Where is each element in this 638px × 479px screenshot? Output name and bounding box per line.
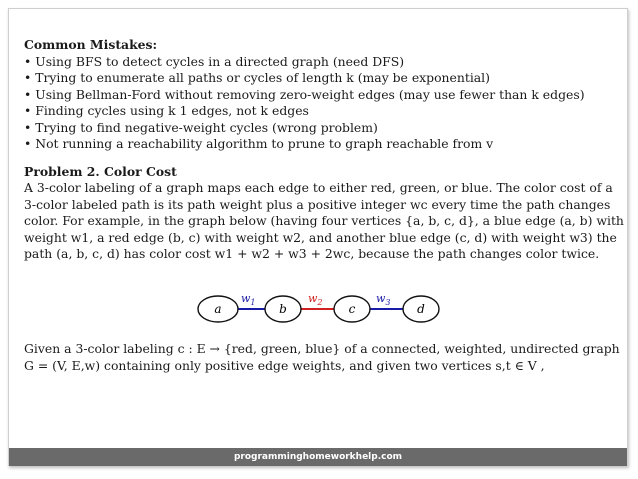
color-graph — [190, 289, 448, 331]
given-line: G = (V, E,w) containing only positive edge weights, and given two vertices s,t ∈ V , — [24, 357, 545, 373]
edge-label-bc-main: w — [308, 292, 318, 305]
node-label-c: c — [348, 302, 356, 316]
edge-label-ab — [241, 292, 256, 307]
problem-line: path (a, b, c, d) has color cost w1 + w2 + w3 + 2wc, because the path changes color twice. — [24, 246, 600, 261]
mistakes-heading: Common Mistakes: — [24, 37, 158, 52]
mistake-item: • Finding cycles using k 1 edges, not k edges — [24, 103, 309, 118]
problem-line: A 3-color labeling of a graph maps each edge to either red, green, or blue. The color cost of a — [24, 180, 613, 195]
given-paragraph — [24, 341, 624, 374]
given-line: Given a 3-color labeling c : E → {red, green, blue} of a connected, weighted, undirected graph — [24, 341, 620, 356]
problem-heading: Problem 2. Color Cost — [24, 163, 177, 179]
problem-line: 3-color labeled path is its path weight plus a positive integer wc every time the path changes — [24, 196, 611, 212]
slide-content — [24, 37, 624, 263]
problem-line: color. For example, in the graph below (having four vertices {a, b, c, d}, a blue edge (a, b) with — [24, 213, 624, 228]
node-label-d: d — [417, 302, 425, 316]
mistake-item: • Trying to find negative-weight cycles (wrong problem) — [24, 119, 378, 135]
mistake-item: • Using BFS to detect cycles in a directed graph (need DFS) — [24, 53, 405, 69]
edge-label-ab-sub: 1 — [250, 298, 256, 307]
node-label-a: a — [214, 302, 222, 316]
edge-label-cd — [376, 292, 391, 307]
color-graph-figure — [190, 289, 448, 331]
edge-label-bc-sub: 2 — [317, 298, 323, 307]
edge-label-ab-main: w — [241, 292, 251, 305]
mistake-item: • Not running a reachability algorithm to prune to graph reachable from v — [24, 136, 494, 151]
edge-label-bc — [308, 292, 323, 307]
edge-label-cd-main: w — [376, 292, 386, 305]
footer-site-label: programminghomeworkhelp.com — [233, 452, 403, 462]
mistake-item: • Trying to enumerate all paths or cycles of length k (may be exponential) — [24, 70, 490, 85]
footer-bar — [9, 448, 627, 466]
problem-line: weight w1, a red edge (b, c) with weight w2, and another blue edge (c, d) with weight w3) the — [24, 229, 617, 245]
edge-label-cd-sub: 3 — [385, 298, 391, 307]
node-label-b: b — [279, 302, 287, 316]
mistake-item: • Using Bellman-Ford without removing zero-weight edges (may use fewer than k edges) — [24, 86, 585, 102]
